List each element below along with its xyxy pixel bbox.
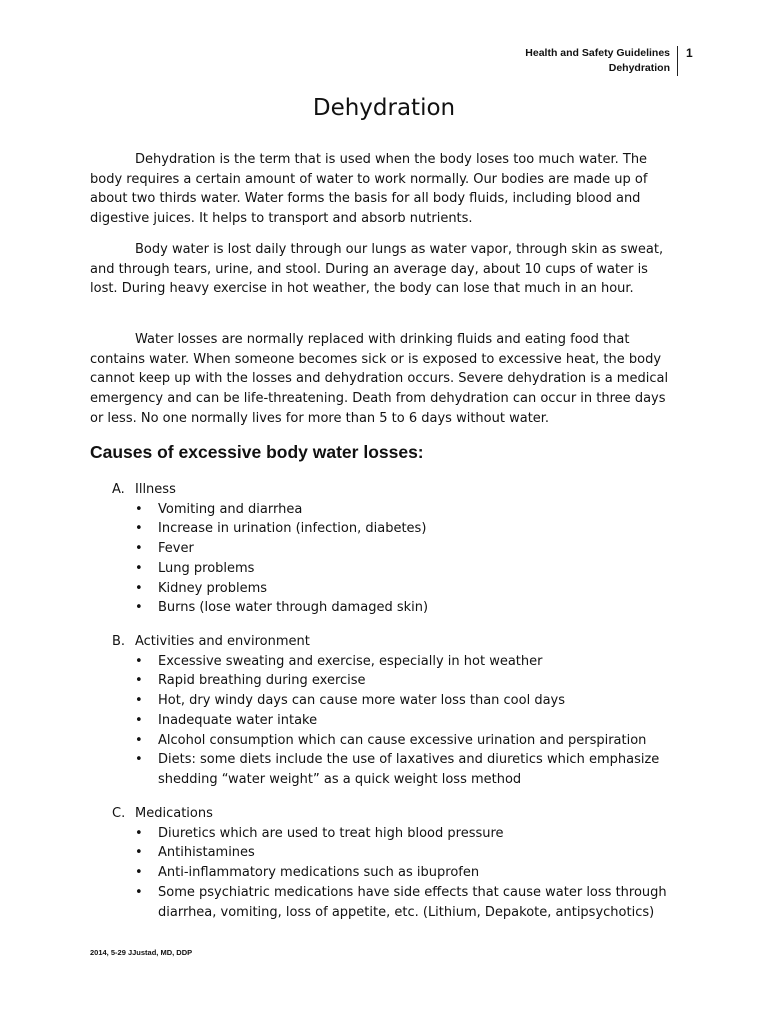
bullet-icon: • — [135, 884, 143, 900]
running-header-topic: Dehydration — [608, 62, 670, 74]
outline-item — [90, 804, 690, 824]
bullet-icon: • — [135, 825, 143, 841]
list-item — [135, 691, 690, 711]
list-item-text: Increase in urination (infection, diabetes) — [158, 521, 427, 537]
bullet-icon: • — [135, 752, 143, 768]
list-item — [135, 731, 690, 751]
list-item-text: Lung problems — [158, 560, 255, 576]
list-item — [135, 559, 690, 579]
list-item — [135, 539, 690, 559]
list-item-text: Burns (lose water through damaged skin) — [158, 600, 429, 616]
list-item-text: Kidney problems — [158, 580, 268, 596]
bullet-icon: • — [135, 845, 143, 861]
bullet-icon: • — [135, 501, 143, 517]
bullet-icon: • — [135, 712, 143, 728]
bullet-list — [90, 824, 690, 923]
bullet-list — [90, 500, 690, 618]
list-item — [135, 598, 690, 618]
list-item-text: Rapid breathing during exercise — [158, 673, 366, 689]
water-loss-paragraph: Body water is lost daily through our lungs as water vapor, through skin as sweat, and through tears, urine, and stool. During an average day, about 10 cups of water is lost. During heavy exercise in hot weather, the body can lose that much in an hour. — [90, 242, 664, 297]
list-item — [135, 863, 690, 883]
bullet-icon: • — [135, 521, 143, 537]
list-item — [135, 519, 690, 539]
list-item-text: Excessive sweating and exercise, especially in hot weather — [158, 653, 543, 669]
outline-title: Activities and environment — [135, 634, 310, 649]
list-item-text: Diuretics which are used to treat high blood pressure — [158, 825, 504, 841]
outline-group-medications — [90, 804, 690, 922]
bullet-icon: • — [135, 865, 143, 881]
intro-paragraph: Dehydration is the term that is used when the body loses too much water. The body requires a certain amount of water to work normally. Our bodies are made up of about two thirds water. Water forms the basis for all body fluids, including blood and digestive juices. It helps to transport and absorb nutrients. — [90, 152, 648, 227]
list-item — [135, 824, 690, 844]
outline-title: Medications — [135, 806, 213, 821]
bullet-icon: • — [135, 653, 143, 669]
section-heading: Causes of excessive body water losses: — [90, 442, 424, 462]
bullet-icon: • — [135, 541, 143, 557]
bullet-icon: • — [135, 560, 143, 576]
page-footer: 2014, 5-29 JJustad, MD, DDP — [90, 948, 193, 957]
outline-item — [90, 480, 690, 500]
outline-item — [90, 632, 690, 652]
list-item-text: Antihistamines — [158, 845, 255, 861]
list-item — [135, 652, 690, 672]
list-item — [135, 750, 690, 789]
list-item — [135, 671, 690, 691]
page-title: Dehydration — [312, 95, 456, 121]
outline-letter: A. — [112, 482, 125, 497]
list-item-text: Diets: some diets include the use of laxatives and diuretics which emphasize shedding “water weight” as a quick weight loss method — [158, 752, 660, 787]
bullet-icon: • — [135, 693, 143, 709]
list-item — [135, 711, 690, 731]
list-item-text: Vomiting and diarrhea — [158, 501, 303, 517]
list-item — [135, 579, 690, 599]
list-item-text: Anti-inflammatory medications such as ibuprofen — [158, 865, 480, 881]
list-item-text: Inadequate water intake — [158, 712, 318, 728]
outline-group-activities — [90, 632, 690, 790]
bullet-list — [90, 652, 690, 790]
list-item — [135, 883, 690, 922]
bullet-icon: • — [135, 600, 143, 616]
list-item-text: Hot, dry windy days can cause more water loss than cool days — [158, 693, 566, 709]
bullet-icon: • — [135, 673, 143, 689]
list-item-text: Fever — [158, 541, 194, 557]
outline-letter: C. — [112, 806, 126, 821]
list-item — [135, 500, 690, 520]
running-header-title: Health and Safety Guidelines — [525, 47, 670, 59]
running-header — [525, 46, 678, 76]
replacement-paragraph: Water losses are normally replaced with drinking fluids and eating food that contains water. When someone becomes sick or is exposed to excessive heat, the body cannot keep up with the losses and dehydration occurs. Severe dehydration is a medical emergency and can be life-threatening. Death from dehydration can occur in three days or less. No one normally lives for more than 5 to 6 days without water. — [90, 332, 669, 426]
outline-group-illness — [90, 480, 690, 618]
page-number: 1 — [686, 46, 693, 60]
outline-letter: B. — [112, 634, 126, 649]
bullet-icon: • — [135, 580, 143, 596]
bullet-icon: • — [135, 732, 143, 748]
list-item-text: Alcohol consumption which can cause excessive urination and perspiration — [158, 732, 647, 748]
outline-title: Illness — [135, 482, 176, 497]
list-item-text: Some psychiatric medications have side effects that cause water loss through diarrhea, vomiting, loss of appetite, etc. (Lithium, Depakote, antipsychotics) — [158, 884, 667, 920]
list-item — [135, 843, 690, 863]
